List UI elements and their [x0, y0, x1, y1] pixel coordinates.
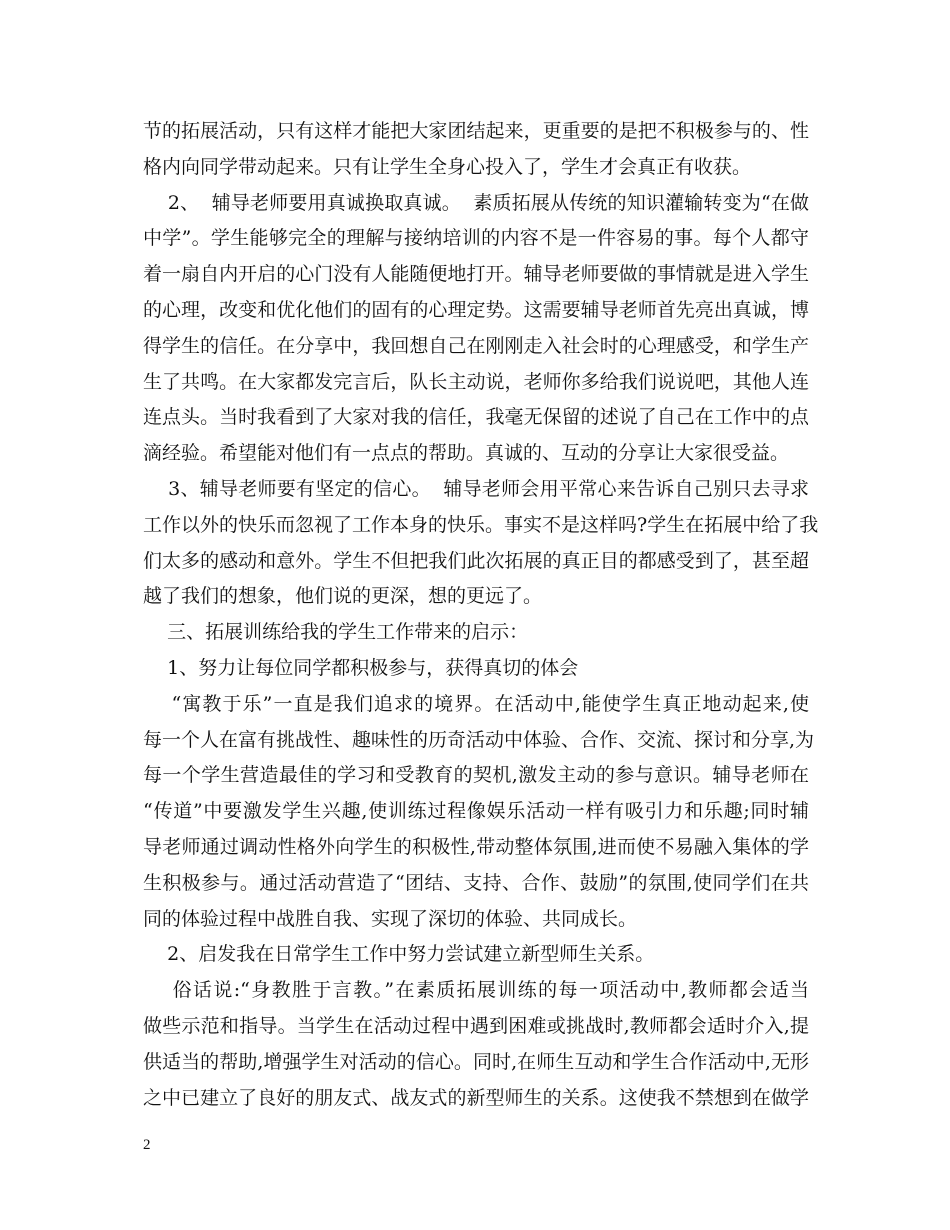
document-body	[143, 114, 819, 1116]
text-line: “寓教于乐”一直是我们追求的境界。在活动中,能使学生真正地动起来,使	[143, 692, 809, 715]
text-line: 生了共鸣。在大家都发完言后，队长主动说，老师你多给我们说说吧，其他人连	[143, 370, 809, 393]
text-line: 2、启发我在日常学生工作中努力尝试建立新型师生关系。	[143, 943, 655, 966]
text-line: 们太多的感动和意外。学生不但把我们此次拓展的真正目的都感受到了，甚至超	[143, 549, 809, 572]
text-line: 生积极参与。通过活动营造了“团结、支持、合作、鼓励”的氛围,使同学们在共	[143, 871, 809, 894]
text-line: 做些示范和指导。当学生在活动过程中遇到困难或挑战时,教师都会适时介入,提	[143, 1014, 809, 1037]
text-line: 工作以外的快乐而忽视了工作本身的快乐。事实不是这样吗?学生在拓展中给了我	[143, 513, 819, 536]
text-line: 2、 辅导老师要用真诚换取真诚。 素质拓展从传统的知识灌输转变为“在做	[143, 191, 809, 214]
text-line: 的心理，改变和优化他们的固有的心理定势。这需要辅导老师首先亮出真诚，博	[143, 298, 809, 321]
text-line: 滴经验。希望能对他们有一点点的帮助。真诚的、互动的分享让大家很受益。	[143, 442, 790, 465]
text-line: 得学生的信任。在分享中，我回想自己在刚刚走入社会时的心理感受，和学生产	[143, 334, 809, 357]
text-line: 格内向同学带动起来。只有让学生全身心投入了，学生才会真正有收获。	[143, 155, 752, 178]
text-line: 导老师通过调动性格外向学生的积极性,带动整体氛围,进而使不易融入集体的学	[143, 835, 809, 858]
text-line: 三、拓展训练给我的学生工作带来的启示：	[143, 621, 529, 644]
text-line: 越了我们的想象，他们说的更深，想的更远了。	[143, 585, 543, 608]
text-line: 同的体验过程中战胜自我、实现了深切的体验、共同成长。	[143, 907, 638, 930]
text-line: 中学”。学生能够完全的理解与接纳培训的内容不是一件容易的事。每个人都守	[143, 227, 809, 250]
text-line: “传道”中要激发学生兴趣,使训练过程像娱乐活动一样有吸引力和乐趣;同时辅	[143, 800, 809, 823]
text-line: 每一个学生营造最佳的学习和受教育的契机,激发主动的参与意识。辅导老师在	[143, 764, 809, 787]
page-number: 2	[143, 1137, 151, 1153]
text-line: 连点头。当时我看到了大家对我的信任，我毫无保留的述说了自己在工作中的点	[143, 406, 809, 429]
text-line: 1、努力让每位同学都积极参与，获得真切的体会	[143, 656, 579, 679]
text-line: 供适当的帮助,增强学生对活动的信心。同时,在师生互动和学生合作活动中,无形	[143, 1050, 809, 1073]
text-line: 每一个人在富有挑战性、趣味性的历奇活动中体验、合作、交流、探讨和分享,为	[143, 728, 815, 751]
text-line: 3、辅导老师要有坚定的信心。 辅导老师会用平常心来告诉自己别只去寻求	[143, 477, 809, 500]
text-line: 之中已建立了良好的朋友式、战友式的新型师生的关系。这使我不禁想到在做学	[143, 1086, 809, 1109]
text-line: 俗话说:“身教胜于言教。”在素质拓展训练的每一项活动中,教师都会适当	[143, 979, 809, 1002]
text-line: 节的拓展活动，只有这样才能把大家团结起来，更重要的是把不积极参与的、性	[143, 120, 809, 142]
text-line: 着一扇自内开启的心门没有人能随便地打开。辅导老师要做的事情就是进入学生	[143, 263, 809, 286]
